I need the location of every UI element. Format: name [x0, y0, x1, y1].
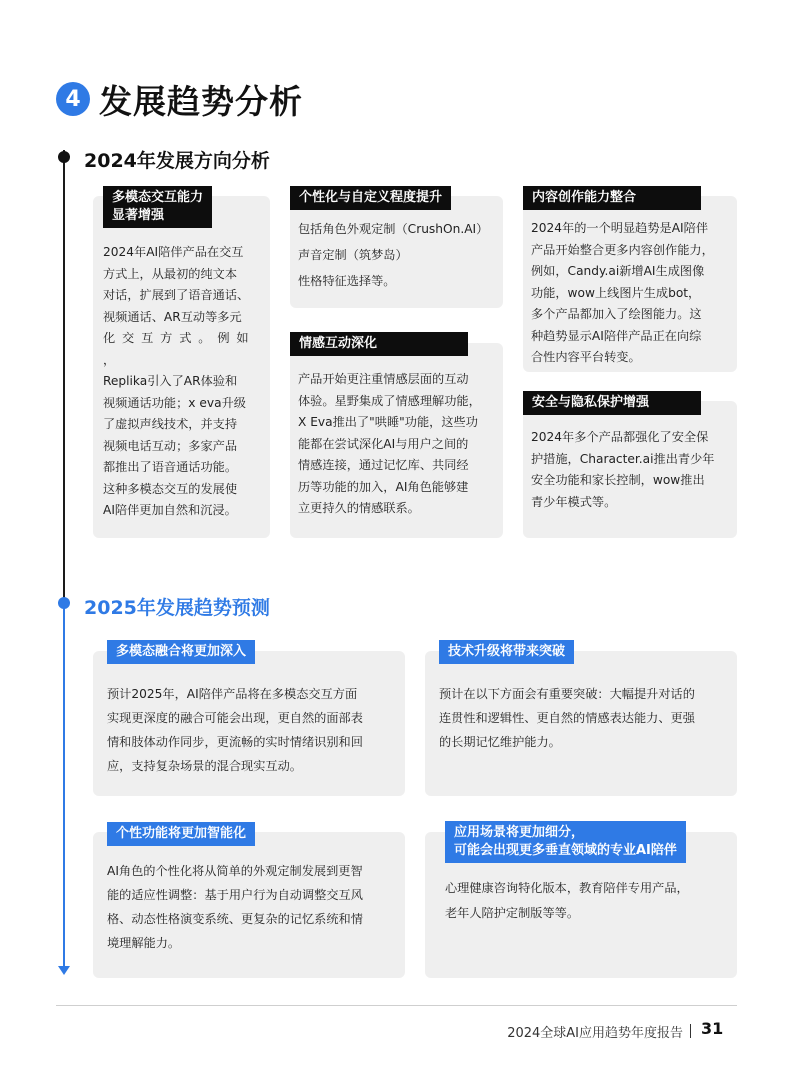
- card-text-line: 体验。星野集成了情感理解功能，: [298, 393, 481, 408]
- card-text-line: 了虚拟声线技术，并支持: [103, 417, 238, 431]
- card-text-line: 格、动态性格演变系统、更复杂的记忆系统和情: [107, 912, 363, 926]
- card-text-line: 预计2025年，AI陪伴产品将在多模态交互方面: [107, 687, 358, 701]
- card-text-line: 情感连接，通过记忆库、共同经: [298, 458, 469, 472]
- card-tag: 个性功能将更加智能化: [107, 822, 255, 846]
- card-text-line: 老年人陪护定制版等等。: [445, 906, 580, 920]
- card-text-line: 情和肢体动作同步，更流畅的实时情绪识别和回: [107, 735, 363, 749]
- footer-divider: [56, 1005, 737, 1006]
- card-text-line: 心理健康咨询特化版本，教育陪伴专用产品，: [445, 881, 689, 895]
- card-text-line: 多个产品都加入了绘图能力。这: [531, 307, 702, 321]
- card-safety-2024: [523, 395, 737, 538]
- card-tag: 个性化与自定义程度提升: [290, 186, 451, 210]
- card-text-line: 对话，扩展到了语音通话、: [103, 288, 250, 302]
- card-text-line: 产品开始更注重情感层面的互动: [298, 372, 469, 386]
- card-tag-line: 多模态交互能力: [112, 190, 204, 205]
- card-text-line: 的长期记忆维护能力。: [439, 735, 561, 749]
- card-emotion-2024: [290, 336, 503, 538]
- card-text-line: 视频通话功能；x eva升级: [103, 395, 246, 410]
- card-scenario-2025: [425, 825, 737, 978]
- card-text-line: 化 交 互 方 式 。 例 如 ，: [103, 331, 251, 367]
- page-number: 31: [701, 1019, 724, 1038]
- card-text-line: 这种多模态交互的发展使: [103, 481, 238, 496]
- card-body: [107, 682, 403, 778]
- card-body: [107, 859, 403, 955]
- card-text-line: 2024年AI陪伴产品在交互: [103, 245, 244, 259]
- card-tag-line: 可能会出现更多垂直领域的专业AI陪伴: [454, 843, 677, 858]
- card-tag-line: 显著增强: [112, 208, 165, 223]
- card-body: [439, 682, 735, 754]
- timeline-line-2024: [63, 150, 65, 598]
- card-multimodal-2024: [93, 190, 270, 538]
- card-text-line: 包括角色外观定制（CrushOn.AI）: [298, 222, 489, 236]
- heading-2024: 2024年发展方向分析: [84, 150, 270, 172]
- timeline-dot-2025: [58, 597, 70, 609]
- card-text-line: 历等功能的加入，AI角色能够建: [298, 479, 469, 494]
- card-personalization-2024: [290, 190, 503, 308]
- card-tag: [103, 186, 212, 228]
- footer-separator: [690, 1024, 691, 1038]
- card-body: [298, 216, 503, 294]
- card-text-line: Replika引入了AR体验和: [103, 374, 238, 388]
- card-text-line: 能的适应性调整：基于用户行为自动调整交互风: [107, 888, 363, 902]
- card-text-line: 立更持久的情感联系。: [298, 501, 420, 515]
- card-text-line: 护措施，Character.ai推出青少年: [531, 451, 715, 466]
- card-text-line: 声音定制（筑梦岛）: [298, 248, 408, 262]
- card-text-line: 安全功能和家长控制，wow推出: [531, 473, 705, 487]
- card-text-line: 种趋势显示AI陪伴产品正在向综: [531, 328, 702, 343]
- footer-report-title: 2024全球AI应用趋势年度报告: [507, 1026, 683, 1041]
- heading-2025: 2025年发展趋势预测: [84, 597, 270, 619]
- card-body: [103, 242, 267, 522]
- card-text-line: AI陪伴更加自然和沉浸。: [103, 503, 237, 517]
- card-tech-upgrade-2025: [425, 644, 737, 796]
- card-tag: 多模态融合将更加深入: [107, 640, 255, 664]
- card-text-line: 视频电话互动；多家产品: [103, 438, 238, 453]
- card-text-line: 方式上，从最初的纯文本: [103, 266, 238, 281]
- card-text-line: 产品开始整合更多内容创作能力，: [531, 242, 714, 257]
- timeline-line-2025: [63, 598, 65, 970]
- section-number-badge: 4: [56, 82, 90, 116]
- card-text-line: AI角色的个性化将从简单的外观定制发展到更智: [107, 864, 363, 878]
- card-text-line: 2024年的一个明显趋势是AI陪伴: [531, 221, 709, 235]
- card-text-line: 连贯性和逻辑性、更自然的情感表达能力、更强: [439, 711, 695, 725]
- card-text-line: 应，支持复杂场景的混合现实互动。: [107, 759, 302, 773]
- card-body: [531, 427, 737, 513]
- card-text-line: 合性内容平台转变。: [531, 350, 641, 364]
- card-text-line: 能都在尝试深化AI与用户之间的: [298, 436, 469, 451]
- card-text-line: X Eva推出了"哄睡"功能，这些功: [298, 415, 478, 429]
- card-text-line: 2024年多个产品都强化了安全保: [531, 430, 709, 444]
- card-personality-2025: [93, 826, 405, 978]
- card-tag: 情感互动深化: [290, 332, 468, 356]
- card-text-line: 境理解能力。: [107, 936, 181, 950]
- card-multimodal-fusion-2025: [93, 644, 405, 796]
- card-tag: 安全与隐私保护增强: [523, 391, 701, 415]
- timeline-arrow-icon: [58, 966, 70, 975]
- card-body: [445, 876, 735, 926]
- card-text-line: 性格特征选择等。: [298, 274, 396, 288]
- card-text-line: 青少年模式等。: [531, 494, 617, 509]
- card-body: [531, 218, 737, 369]
- card-text-line: 视频通话、AR互动等多元: [103, 309, 242, 324]
- card-tag-line: 应用场景将更加细分，: [454, 825, 585, 840]
- card-tag: 内容创作能力整合: [523, 186, 701, 210]
- card-text-line: 功能，wow上线图片生成bot，: [531, 285, 701, 300]
- section-title: 发展趋势分析: [99, 82, 303, 121]
- card-text-line: 预计在以下方面会有重要突破：大幅提升对话的: [439, 687, 695, 701]
- card-body: [298, 369, 503, 520]
- card-content-creation-2024: [523, 190, 737, 372]
- card-text-line: 都推出了语音通话功能。: [103, 460, 238, 474]
- card-tag: 技术升级将带来突破: [439, 640, 574, 664]
- card-text-line: 例如，Candy.ai新增AI生成图像: [531, 264, 705, 278]
- timeline-dot-2024: [58, 151, 70, 163]
- card-text-line: 实现更深度的融合可能会出现，更自然的面部表: [107, 711, 363, 725]
- card-tag: [445, 821, 686, 863]
